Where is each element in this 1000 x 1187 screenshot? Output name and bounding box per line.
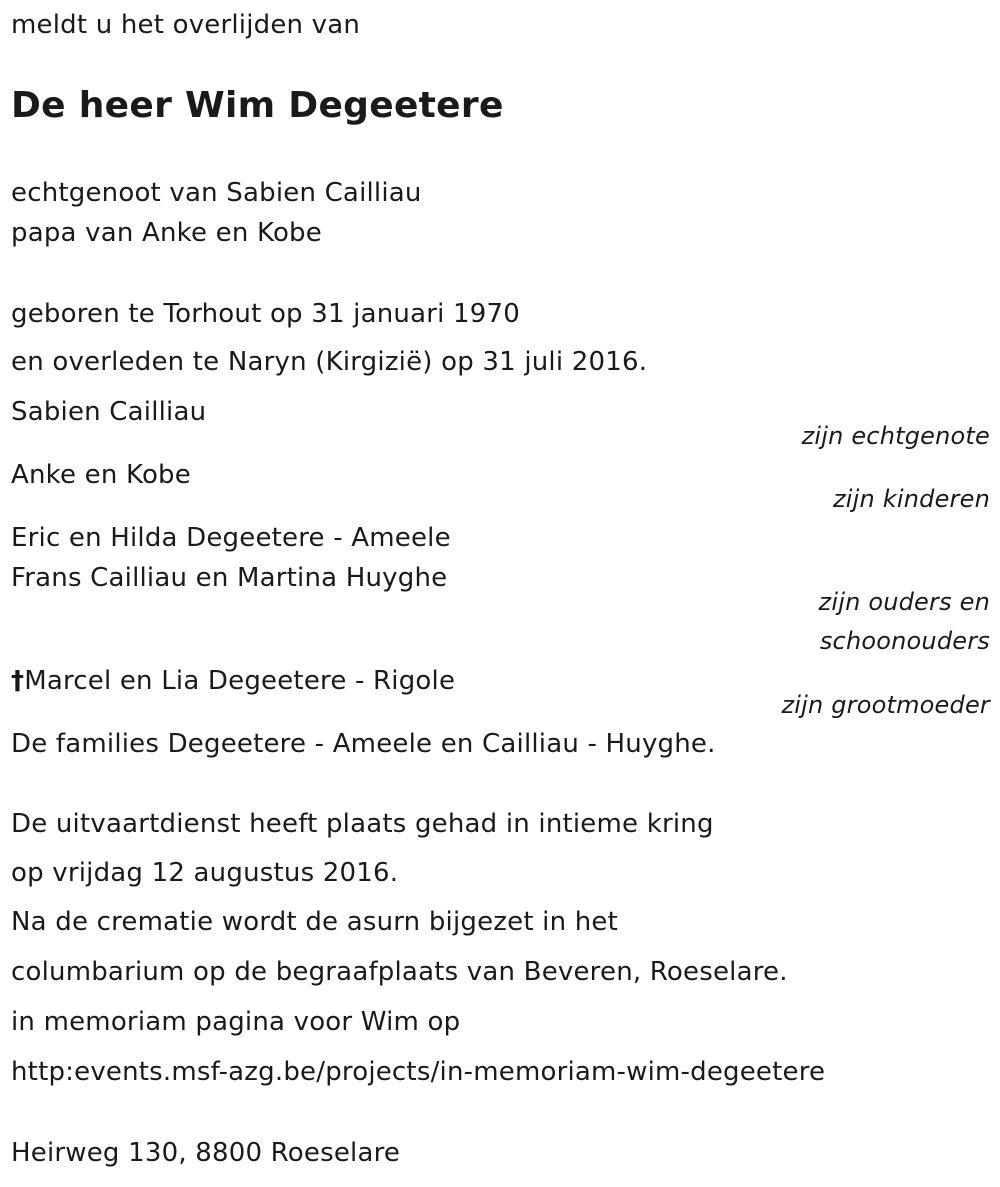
mourner-spouse-role: zijn echtgenote (801, 422, 990, 450)
mourner-grandparents-name: Marcel en Lia Degeetere - Rigole (24, 666, 456, 696)
memoriam-text: in memoriam pagina voor Wim op (11, 1007, 461, 1037)
address-text: Heirweg 130, 8800 Roeselare (11, 1138, 401, 1168)
mourner-parents-in-law-name: Frans Cailliau en Martina Huyghe (11, 563, 448, 593)
families-text: De families Degeetere - Ameele en Cailliau - Huyghe. (11, 729, 716, 759)
mourner-children-names: Anke en Kobe (11, 460, 191, 490)
intro-text: meldt u het overlijden van (11, 10, 361, 40)
service-line-1: De uitvaartdienst heeft plaats gehad in intieme kring (11, 809, 714, 839)
birth-text: geboren te Torhout op 31 januari 1970 (11, 299, 520, 329)
memoriam-url: http:events.msf-azg.be/projects/in-memoriam-wim-degeetere (11, 1057, 826, 1087)
cross-icon: † (11, 666, 25, 696)
mourner-parents-name: Eric en Hilda Degeetere - Ameele (11, 523, 451, 553)
mourner-parents-role-2: schoonouders (819, 627, 990, 655)
mourner-parents-role: zijn ouders en (818, 588, 990, 616)
mourner-spouse-name: Sabien Cailliau (11, 397, 207, 427)
relation-spouse: echtgenoot van Sabien Cailliau (11, 178, 422, 208)
deceased-name: De heer Wim Degeetere (11, 85, 504, 126)
mourner-grandparents-role: zijn grootmoeder (781, 691, 990, 719)
service-line-2: op vrijdag 12 augustus 2016. (11, 858, 399, 888)
service-line-4: columbarium op de begraafplaats van Beveren, Roeselare. (11, 957, 788, 987)
relation-children: papa van Anke en Kobe (11, 218, 322, 248)
service-line-3: Na de crematie wordt de asurn bijgezet in het (11, 907, 619, 937)
mourner-grandparents (11, 665, 455, 697)
mourner-children-role: zijn kinderen (833, 485, 990, 513)
death-text: en overleden te Naryn (Kirgizië) op 31 juli 2016. (11, 347, 648, 377)
